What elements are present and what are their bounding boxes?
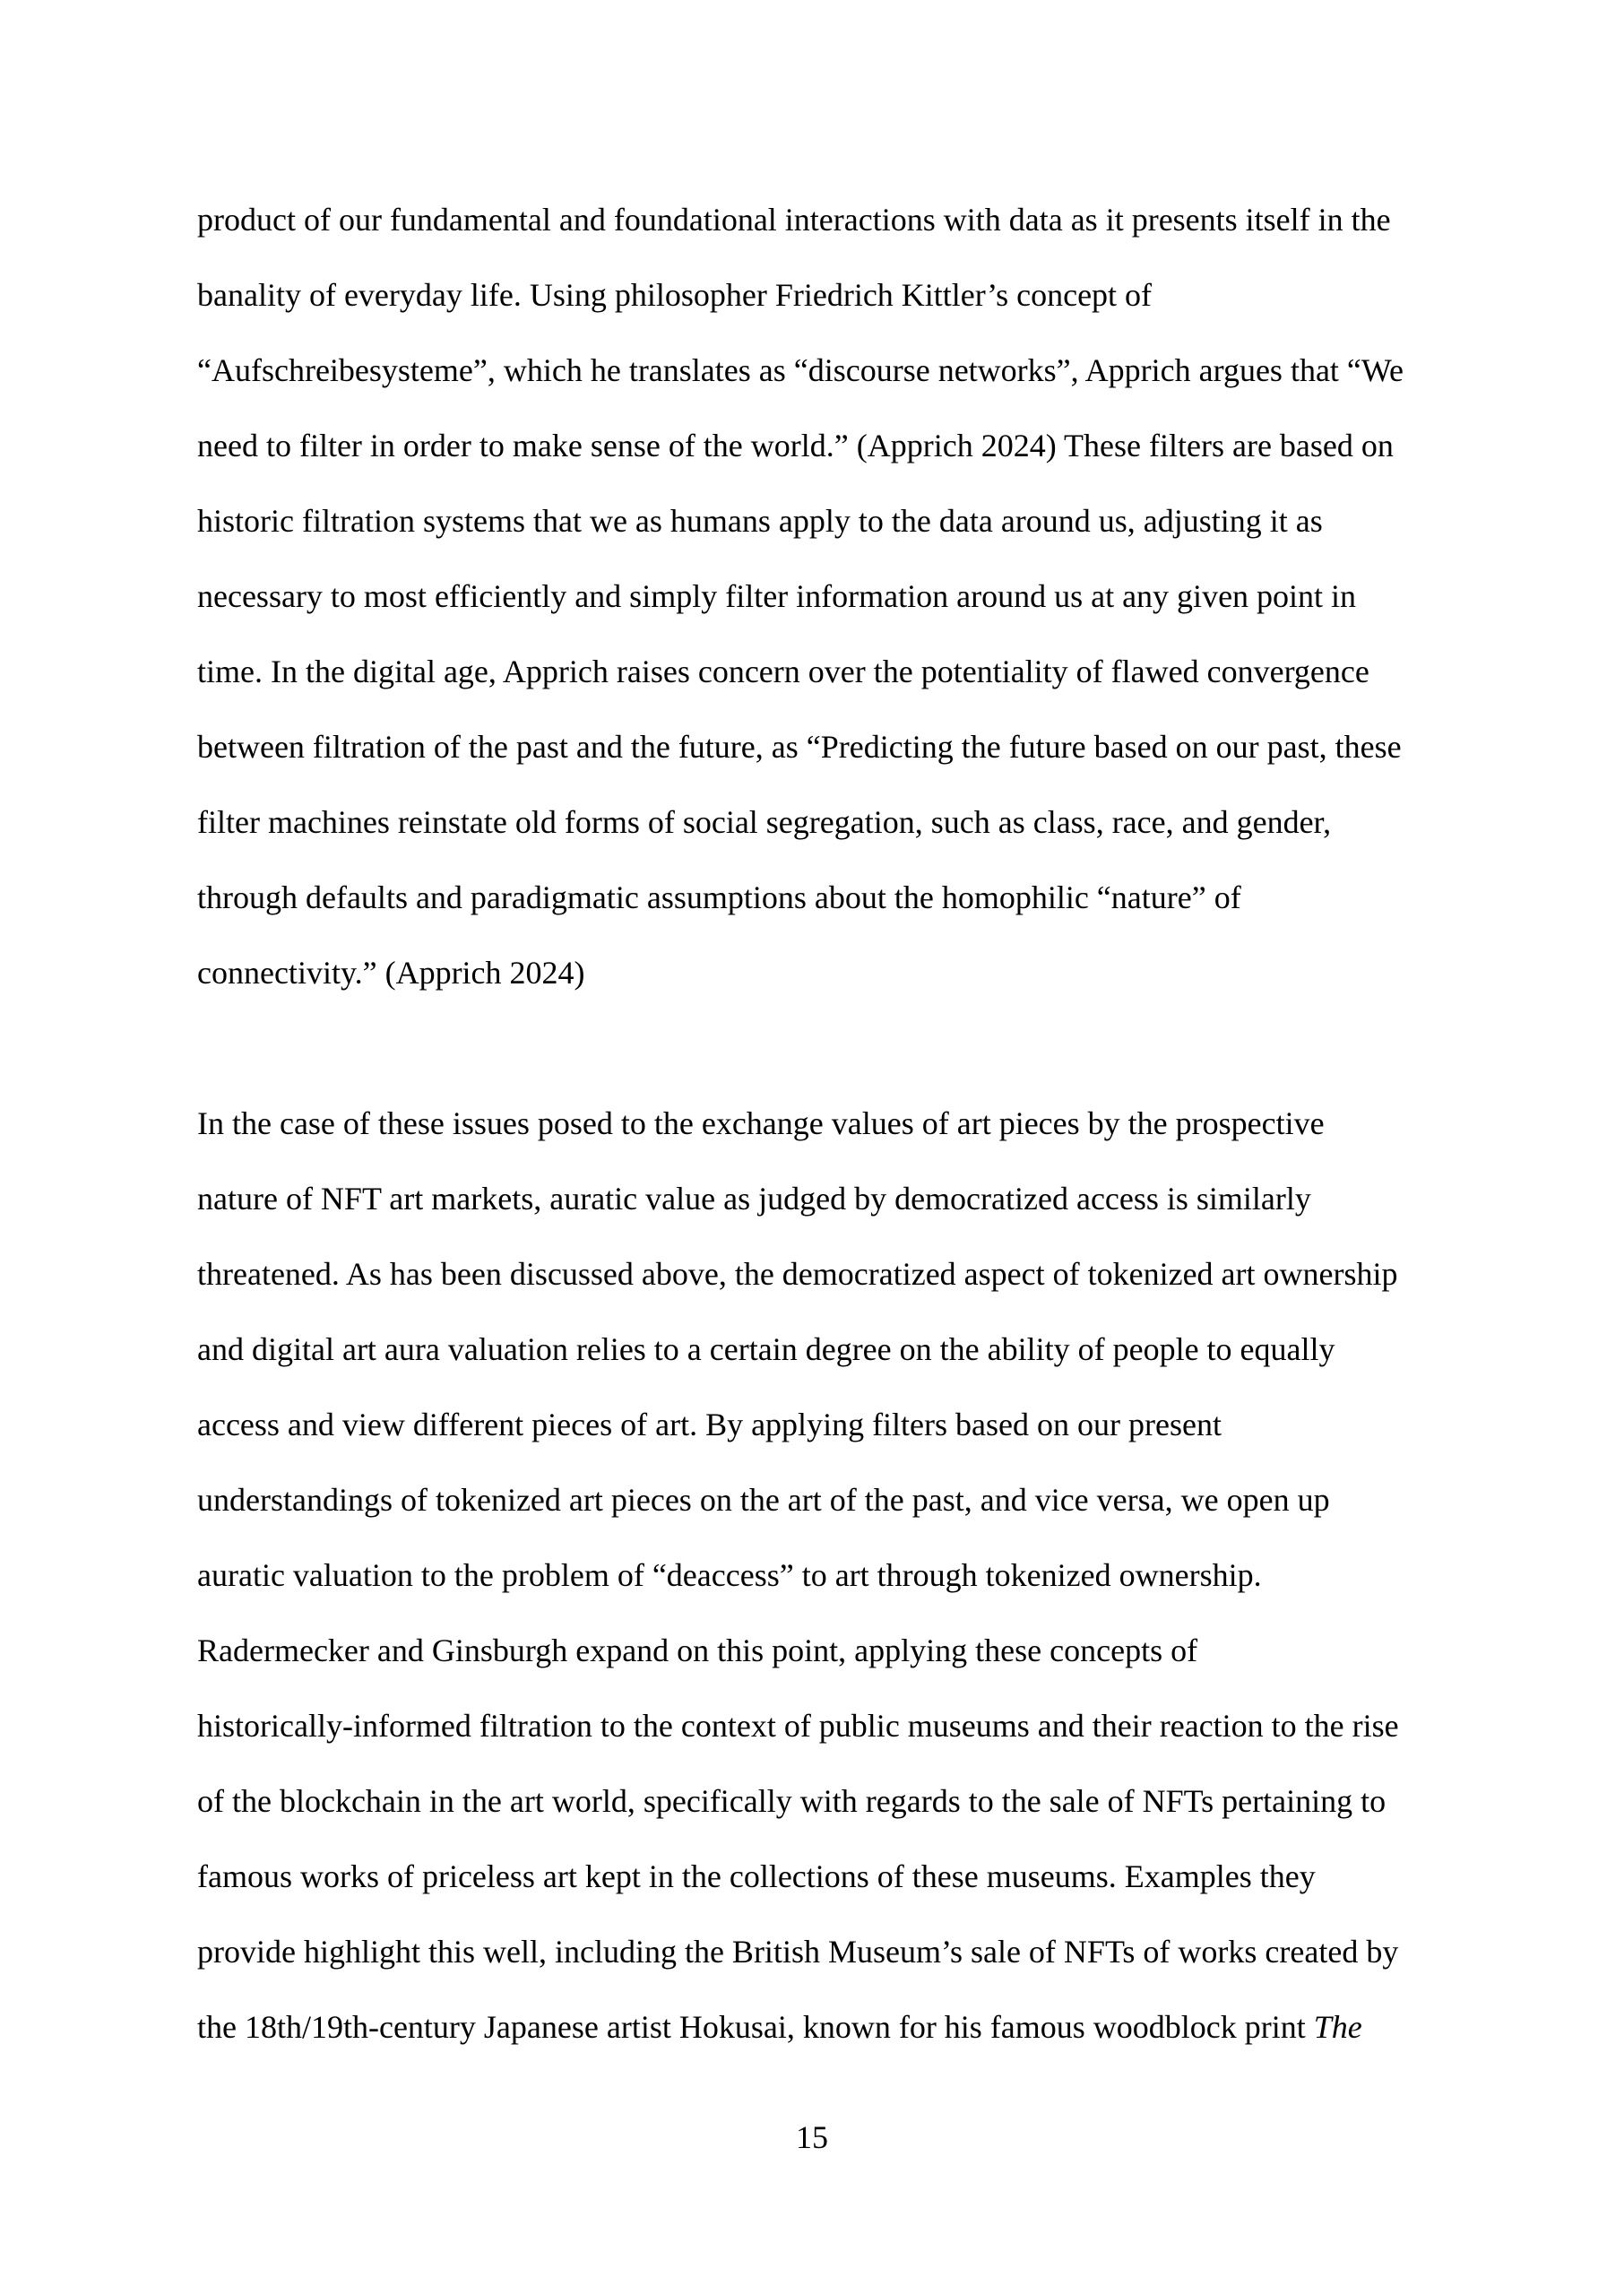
paragraph-apprich-filter-theory xyxy=(197,182,1436,1010)
text-line: product of our fundamental and foundational interactions with data as it presents itself in the xyxy=(197,202,1391,238)
last-line-regular-text: the 18th/19th-century Japanese artist Hokusai, known for his famous woodblock print xyxy=(197,2009,1314,2045)
text-line: threatened. As has been discussed above, the democratized aspect of tokenized art ownership xyxy=(197,1256,1398,1292)
book-title-italic: The xyxy=(1313,2009,1362,2045)
text-line: auratic valuation to the problem of “deaccess” to art through tokenized ownership. xyxy=(197,1557,1262,1593)
page-footer xyxy=(0,2100,1624,2175)
text-line: banality of everyday life. Using philosopher Friedrich Kittler’s concept of xyxy=(197,277,1153,313)
text-line: access and view different pieces of art. By applying filters based on our present xyxy=(197,1407,1222,1442)
text-line: necessary to most efficiently and simply filter information around us at any given point in xyxy=(197,578,1357,614)
text-line: between filtration of the past and the future, as “Predicting the future based on our past, these xyxy=(197,729,1402,765)
text-line: historically-informed filtration to the context of public museums and their reaction to the rise xyxy=(197,1708,1399,1744)
text-line: through defaults and paradigmatic assumptions about the homophilic “nature” of xyxy=(197,879,1241,915)
page-number: 15 xyxy=(796,2119,828,2155)
text-line: and digital art aura valuation relies to a certain degree on the ability of people to equally xyxy=(197,1331,1335,1367)
text-line: nature of NFT art markets, auratic value as judged by democratized access is similarly xyxy=(197,1181,1311,1217)
text-line: Radermecker and Ginsburgh expand on this point, applying these concepts of xyxy=(197,1632,1198,1668)
text-line: understandings of tokenized art pieces on the art of the past, and vice versa, we open up xyxy=(197,1482,1330,1518)
text-line: connectivity.” (Apprich 2024) xyxy=(197,955,585,991)
page-body-text xyxy=(197,182,1436,2065)
text-line: famous works of priceless art kept in the collections of these museums. Examples they xyxy=(197,1858,1316,1894)
text-line: of the blockchain in the art world, specifically with regards to the sale of NFTs pertaining to xyxy=(197,1783,1386,1819)
text-line: In the case of these issues posed to the exchange values of art pieces by the prospective xyxy=(197,1105,1325,1141)
text-line: provide highlight this well, including the British Museum’s sale of NFTs of works created by xyxy=(197,1934,1399,1970)
paragraph-lines xyxy=(197,1086,1436,1989)
text-line: time. In the digital age, Apprich raises concern over the potentiality of flawed convergence xyxy=(197,654,1369,689)
paragraph-nft-auratic-value xyxy=(197,1086,1436,2065)
text-line: filter machines reinstate old forms of social segregation, such as class, race, and gender, xyxy=(197,804,1332,840)
text-line: historic filtration systems that we as humans apply to the data around us, adjusting it as xyxy=(197,503,1323,539)
text-line: “Aufschreibesysteme”, which he translates as “discourse networks”, Apprich argues that “We xyxy=(197,352,1404,388)
last-text-line xyxy=(197,1989,1436,2065)
text-line: need to filter in order to make sense of the world.” (Apprich 2024) These filters are based on xyxy=(197,428,1394,463)
